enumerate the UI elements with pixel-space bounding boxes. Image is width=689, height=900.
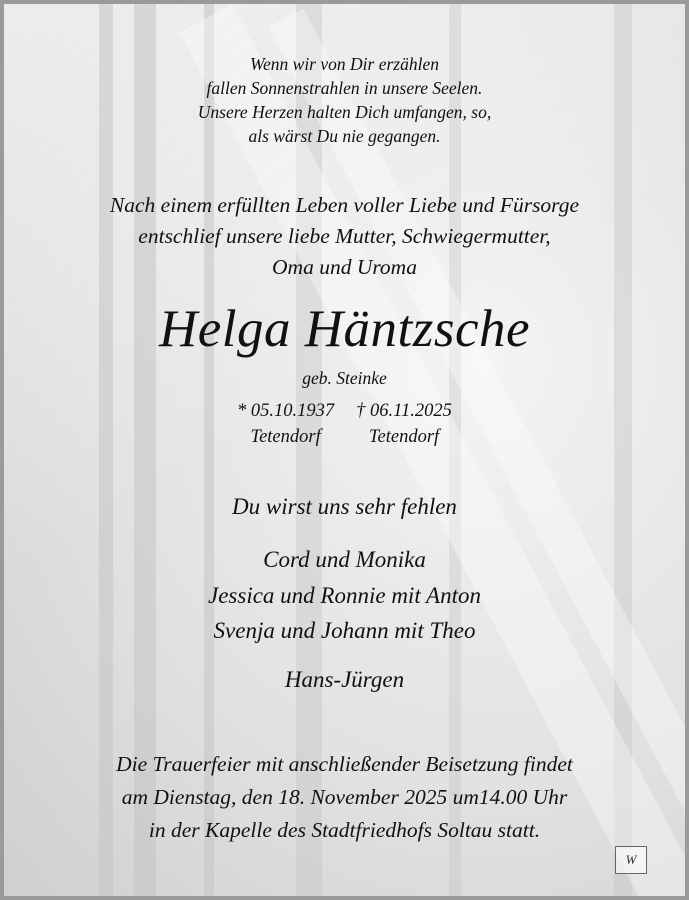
- birth-place: Tetendorf: [250, 427, 321, 447]
- intro-line: Nach einem erfüllten Leben voller Liebe und Fürsorge: [109, 193, 580, 217]
- life-dates: [4, 398, 685, 450]
- birth-info: [237, 398, 334, 450]
- poem-line: Unsere Herzen halten Dich umfangen, so,: [197, 102, 492, 122]
- poem: [4, 52, 685, 148]
- notice-line: Die Trauerfeier mit anschließender Beisetzung findet: [116, 752, 573, 776]
- deceased-name: Helga Häntzsche: [158, 300, 531, 358]
- mourner-extra: Hans-Jürgen: [284, 667, 405, 692]
- funeral-notice: [4, 748, 685, 847]
- motto: Du wirst uns sehr fehlen: [232, 494, 457, 519]
- mourner: Cord und Monika: [263, 547, 426, 572]
- death-place: Tetendorf: [368, 427, 440, 447]
- poem-line: als wärst Du nie gegangen.: [248, 126, 441, 146]
- signature-logo-icon: W: [615, 846, 647, 874]
- notice-line: am Dienstag, den 18. November 2025 um14.00 Uhr: [121, 785, 568, 809]
- poem-line: fallen Sonnenstrahlen in unsere Seelen.: [206, 78, 483, 98]
- intro-line: Oma und Uroma: [272, 255, 417, 279]
- notice-line: in der Kapelle des Stadtfriedhofs Soltau statt.: [148, 818, 541, 842]
- intro-line: entschlief unsere liebe Mutter, Schwiegermutter,: [138, 224, 551, 248]
- death-date: † 06.11.2025: [356, 401, 452, 421]
- poem-line: Wenn wir von Dir erzählen: [250, 54, 439, 74]
- mourner: Jessica und Ronnie mit Anton: [208, 582, 481, 608]
- intro-text: [4, 190, 685, 283]
- death-info: [356, 398, 452, 450]
- mourners-list: [4, 542, 685, 649]
- birth-date: * 05.10.1937: [237, 401, 335, 421]
- birth-name: geb. Steinke: [302, 368, 387, 388]
- mourner: Svenja und Johann mit Theo: [213, 618, 476, 643]
